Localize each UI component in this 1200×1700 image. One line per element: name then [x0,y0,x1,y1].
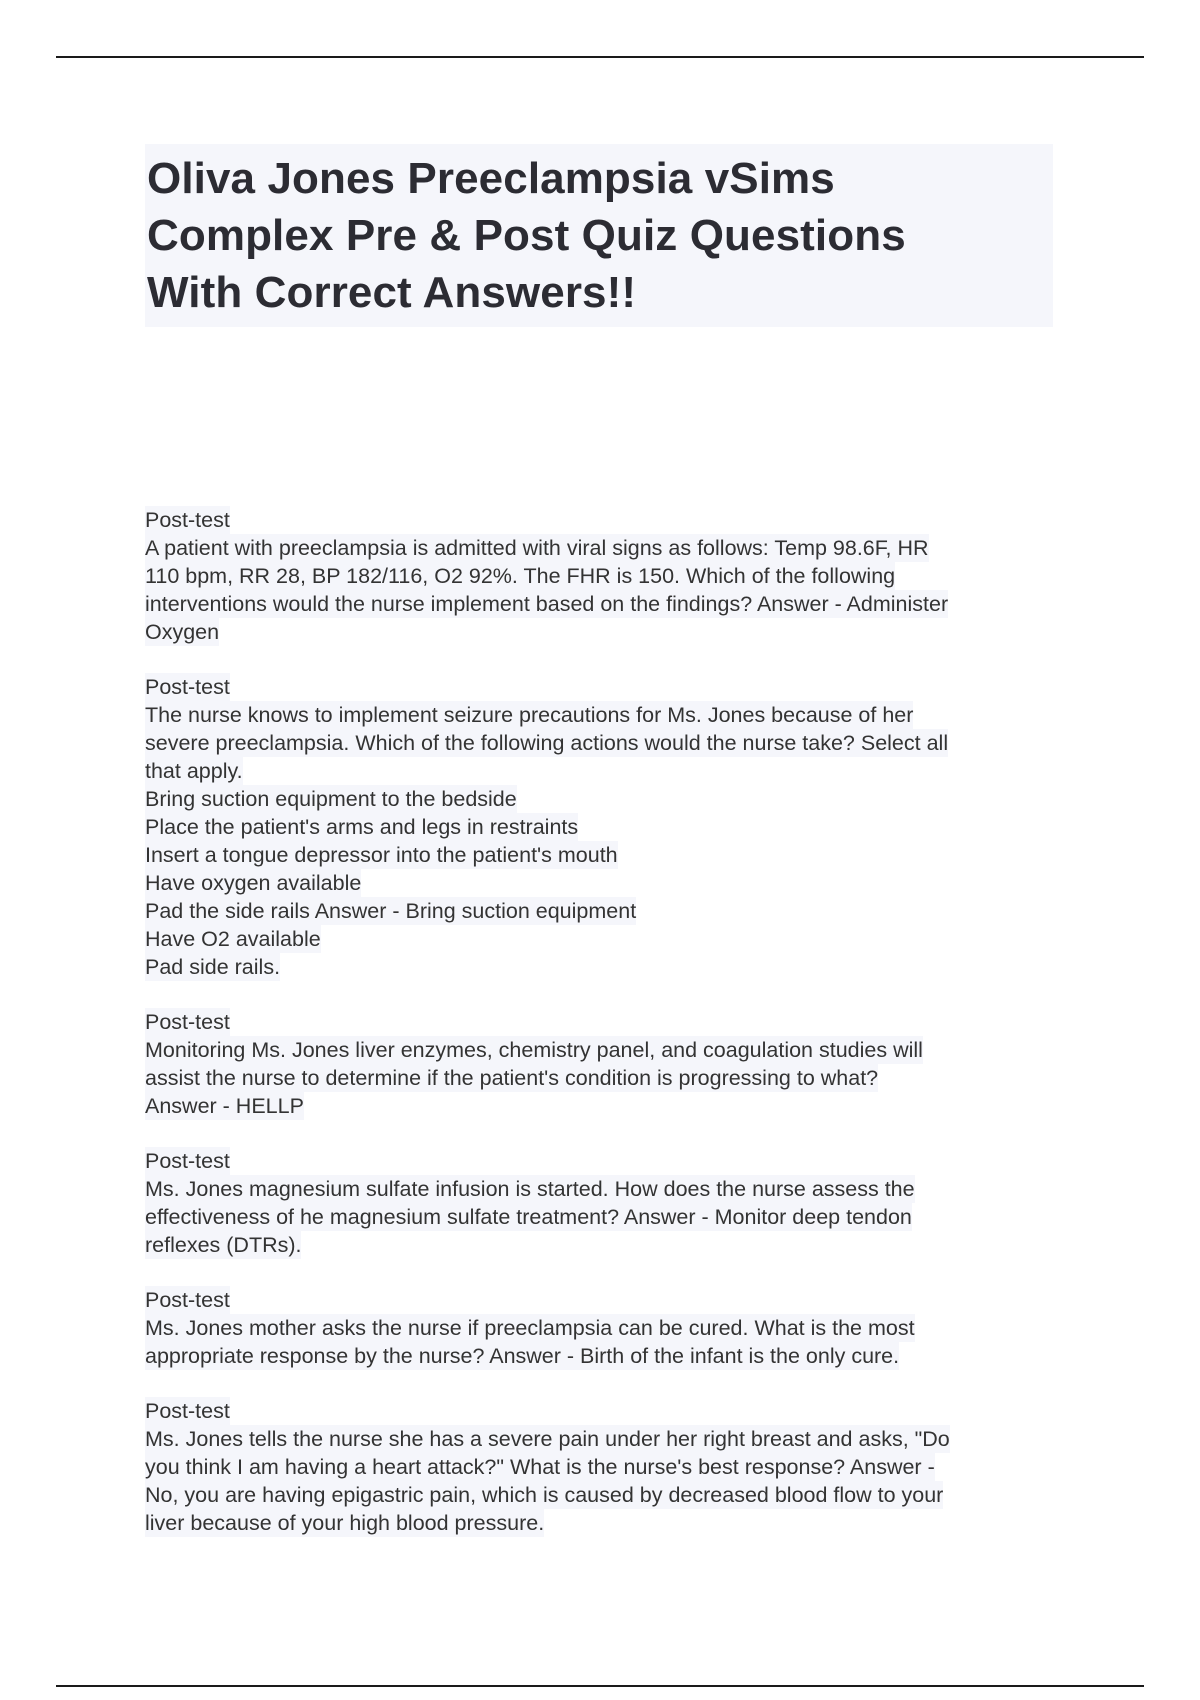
qa-text-line: Answer - HELLP [145,1094,304,1118]
qa-text-line: interventions would the nurse implement based on the findings? Answer - Administer [145,592,949,616]
qa-label: Post-test [145,1010,230,1034]
bottom-divider [56,1685,1144,1687]
qa-item [145,1008,1065,1120]
qa-text-line: Ms. Jones mother asks the nurse if preeclampsia can be cured. What is the most [145,1316,915,1340]
document-title [147,150,1053,321]
title-line: With Correct Answers!! [147,268,637,317]
qa-text-line: effectiveness of he magnesium sulfate treatment? Answer - Monitor deep tendon [145,1205,912,1229]
qa-label: Post-test [145,508,230,532]
qa-answer-line: Have O2 available [145,927,321,951]
qa-text-line: Oxygen [145,620,220,644]
qa-option-line: Pad the side rails Answer - Bring suction equipment [145,899,637,923]
qa-text-line: Monitoring Ms. Jones liver enzymes, chemistry panel, and coagulation studies will [145,1038,923,1062]
qa-label: Post-test [145,1149,230,1173]
qa-item [145,673,1065,981]
qa-answer-line: Pad side rails. [145,955,281,979]
qa-text-line: you think I am having a heart attack?" What is the nurse's best response? Answer - [145,1455,935,1479]
qa-text-line: liver because of your high blood pressure. [145,1511,545,1535]
qa-option-line: Bring suction equipment to the bedside [145,787,517,811]
qa-text-line: reflexes (DTRs). [145,1233,302,1257]
title-block [145,144,1053,327]
qa-label: Post-test [145,1288,230,1312]
qa-text-line: that apply. [145,759,243,783]
qa-text-line: appropriate response by the nurse? Answer - Birth of the infant is the only cure. [145,1344,900,1368]
top-divider [56,56,1144,58]
qa-text-line: severe preeclampsia. Which of the following actions would the nurse take? Select all [145,731,949,755]
qa-label: Post-test [145,675,230,699]
qa-item [145,1397,1065,1537]
qa-text-line: 110 bpm, RR 28, BP 182/116, O2 92%. The FHR is 150. Which of the following [145,564,896,588]
qa-text-line: No, you are having epigastric pain, which is caused by decreased blood flow to your [145,1483,944,1507]
qa-item [145,1147,1065,1259]
title-line: Oliva Jones Preeclampsia vSims [147,154,835,203]
qa-option-line: Place the patient's arms and legs in restraints [145,815,579,839]
qa-item [145,1286,1065,1370]
qa-label: Post-test [145,1399,230,1423]
qa-text-line: The nurse knows to implement seizure precautions for Ms. Jones because of her [145,703,914,727]
qa-text-line: Ms. Jones magnesium sulfate infusion is started. How does the nurse assess the [145,1177,915,1201]
qa-text-line: assist the nurse to determine if the patient's condition is progressing to what? [145,1066,879,1090]
title-line: Complex Pre & Post Quiz Questions [147,211,906,260]
qa-option-line: Have oxygen available [145,871,362,895]
qa-item [145,506,1065,646]
qa-text-line: A patient with preeclampsia is admitted with viral signs as follows: Temp 98.6F, HR [145,536,929,560]
qa-text-line: Ms. Jones tells the nurse she has a severe pain under her right breast and asks, "Do [145,1427,950,1451]
qa-list [145,506,1065,1564]
qa-option-line: Insert a tongue depressor into the patient's mouth [145,843,618,867]
